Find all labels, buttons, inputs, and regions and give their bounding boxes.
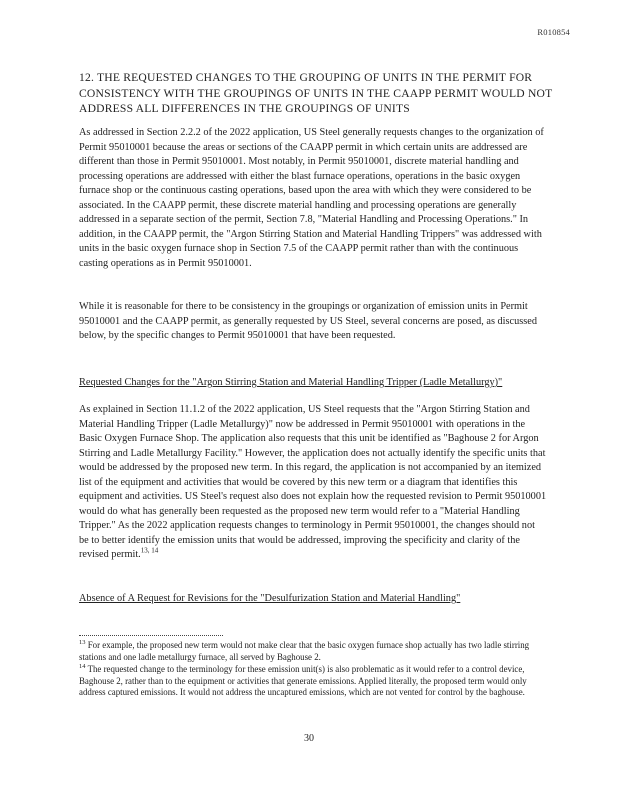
- subheading-argon-stirring: Requested Changes for the "Argon Stirring Station and Material Handling Tripper (Ladle Metallurgy)": [79, 377, 503, 388]
- subheading-desulfurization: Absence of A Request for Revisions for the "Desulfurization Station and Material Handling": [79, 593, 461, 604]
- footnote-14: [79, 664, 547, 699]
- paragraph-3: [79, 403, 547, 563]
- footnote-divider: [79, 635, 223, 636]
- page-number: 30: [304, 733, 314, 744]
- paragraph-3-text: As explained in Section 11.1.2 of the 2022 application, US Steel requests that the "Argon Stirring Station and Material Handling Tripper (Ladle Metallurgy)" now be addressed in Permit 95010001 with operations in the Basic Oxygen Furnace Shop. The application also requests that this unit be identified as "Baghouse 2 for Argon Stirring and Ladle Metallurgy Facility." However, the application does not actually identify the specific units that would be addressed by the proposed new term. In this regard, the application is not accompanied by an itemized list of the equipment and activities that would be covered by this new term or a diagram that identifies this equipment and activities. US Steel's request also does not explain how the requested revision to Permit 95010001 would do what has generally been requested as the proposed new term would refer to a "Material Handling Tripper." As the 2022 application requests changes to terminology in Permit 95010001, the changes should not be to better identify the emission units that would be addressed, improving the specificity and clarity of the revised permit.: [79, 404, 547, 560]
- footnote-13-text: For example, the proposed new term would not make clear that the basic oxygen furnace shop actually has two ladle stirring stations and one ladle metallurgy furnace, all served by Baghouse 2.: [79, 640, 530, 662]
- document-id: R010854: [537, 27, 570, 37]
- footnote-13: [79, 640, 547, 663]
- footnote-14-number: 14: [79, 663, 86, 671]
- footnote-13-number: 13: [79, 639, 86, 647]
- footnote-references: 13, 14: [140, 546, 159, 555]
- footnote-14-text: The requested change to the terminology for these emission unit(s) is also problematic as it would refer to a control device, Baghouse 2, rather than to the equipment or activities that generate emissions. Applied literally, the proposed term would only address captured emissions. It would not address the uncaptured emissions, which are not vented for control by the baghouse.: [79, 664, 527, 697]
- section-heading: 12. THE REQUESTED CHANGES TO THE GROUPING OF UNITS IN THE PERMIT FOR CONSISTENCY WITH THE GROUPINGS OF UNITS IN THE CAAPP PERMIT WOULD NOT ADDRESS ALL DIFFERENCES IN THE GROUPINGS OF UNITS: [79, 71, 553, 115]
- paragraph-1: As addressed in Section 2.2.2 of the 2022 application, US Steel generally requests changes to the organization of Permit 95010001 because the areas or sections of the CAAPP permit in which certain units are addressed are different than those in Permit 95010001. Most notably, in Permit 95010001, discrete material handling and processing operations are addressed with either the blast furnace operations, operations in the basic oxygen furnace shop or the continuous casting operations, based upon the area with which they were considered to be associated. In the CAAPP permit, these discrete material handling and processing operations are generally addressed in a separate section of the permit, Section 7.8, "Material Handling and Processing Operations." In addition, in the CAAPP permit, the "Argon Stirring Station and Material Handling Trippers" was addressed with units in the basic oxygen furnace shop in Section 7.5 of the CAAPP permit rather than with the continuous casting operations as in Permit 95010001.: [79, 127, 544, 269]
- paragraph-2: While it is reasonable for there to be consistency in the groupings or organization of emission units in Permit 95010001 and the CAAPP permit, as generally requested by US Steel, several concerns are posed, as discussed below, by the specific changes to Permit 95010001 that have been requested.: [79, 301, 538, 341]
